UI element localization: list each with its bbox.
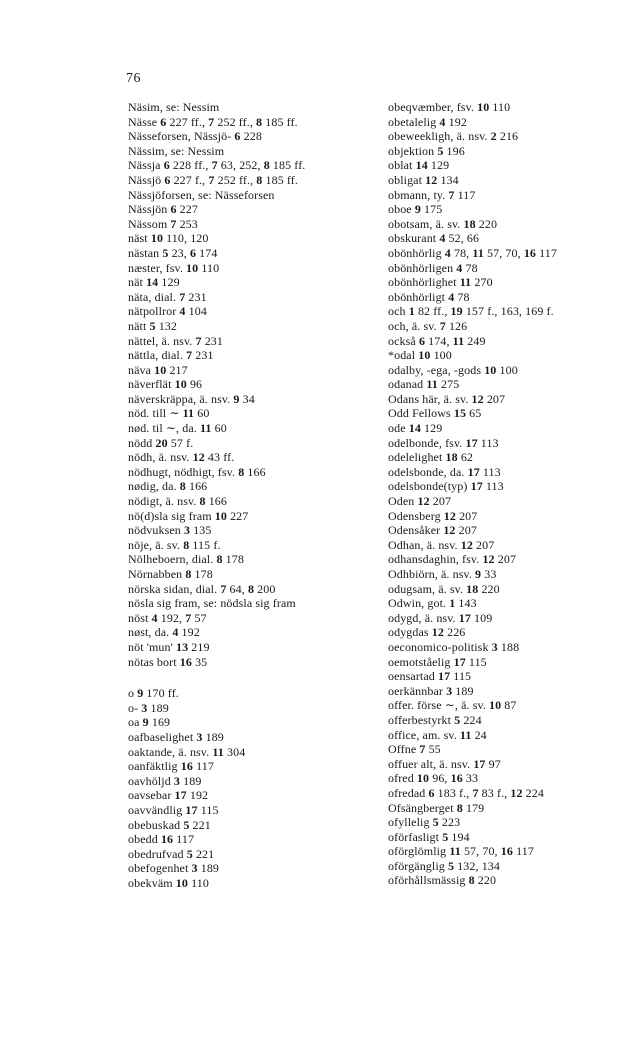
index-entry: nösla sig fram, se: nödsla sig fram	[128, 596, 296, 611]
index-entry: offerbestyrkt 5 224	[388, 712, 482, 727]
index-entry: Odhan, ä. nsv. 12 207	[388, 537, 495, 552]
index-entry: Nässja 6 228 ff., 7 63, 252, 8 185 ff.	[128, 158, 306, 173]
index-entry: Odd Fellows 15 65	[388, 406, 482, 421]
index-entry: odelsbonde, da. 17 113	[388, 464, 501, 479]
index-entry: Odensåker 12 207	[388, 523, 477, 538]
section-gap	[128, 669, 368, 686]
index-entry: obönhörlig 4 78, 11 57, 70, 16 117	[388, 245, 557, 260]
index-entry: nøst, da. 4 192	[128, 625, 200, 640]
index-entry: oensartad 17 115	[388, 669, 472, 684]
index-entry: obönhörligen 4 78	[388, 260, 478, 275]
index-entry: och, ä. sv. 7 126	[388, 318, 468, 333]
index-entry: oaktande, ä. nsv. 11 304	[128, 744, 246, 759]
index-entry: Odwin, got. 1 143	[388, 596, 477, 611]
index-entry: obekväm 10 110	[128, 875, 209, 890]
index-entry: Nörnabben 8 178	[128, 567, 213, 581]
index-entry: odhansdaghin, fsv. 12 207	[388, 552, 517, 567]
index-entry: odugsam, ä. sv. 18 220	[388, 581, 500, 596]
index-entry: nödd 20 57 f.	[128, 435, 194, 450]
index-entry: oförgänglig 5 132, 134	[388, 858, 500, 873]
index-entry: näverflät 10 96	[128, 377, 203, 392]
index-entry: nästan 5 23, 6 174	[128, 245, 218, 260]
index-entry: nötas bort 16 35	[128, 654, 208, 669]
left-index-column	[128, 100, 368, 890]
index-entry: nödvuksen 3 135	[128, 523, 212, 538]
index-entry: näta, dial. 7 231	[128, 289, 207, 304]
index-entry: nörska sidan, dial. 7 64, 8 200	[128, 581, 276, 596]
index-entry: nödh, ä. nsv. 12 43 ff.	[128, 450, 235, 465]
index-entry: ofyllelig 5 223	[388, 815, 461, 830]
index-entry: Nässeforsen, Nässjö- 6 228	[128, 129, 262, 144]
index-entry: odelsbonde(typ) 17 113	[388, 479, 504, 494]
index-entry: obotsam, ä. sv. 18 220	[388, 216, 498, 231]
index-entry: oa 9 169	[128, 715, 171, 730]
index-entry: oavsebar 17 192	[128, 788, 209, 803]
index-entry: næster, fsv. 10 110	[128, 260, 220, 275]
index-entry: Nölheboern, dial. 8 178	[128, 552, 244, 567]
index-entry: obedd 16 117	[128, 832, 195, 847]
index-entry: obetalelig 4 192	[388, 114, 467, 129]
index-entry: oförhållsmässig 8 220	[388, 873, 497, 888]
index-entry: oavhöljd 3 189	[128, 773, 202, 788]
right-index-column	[388, 100, 636, 888]
index-entry: Nässjön 6 227	[128, 202, 198, 217]
index-entry: Odensberg 12 207	[388, 508, 478, 523]
index-entry: Nässjöforsen, se: Nässeforsen	[128, 187, 275, 202]
index-entry: odygdas 12 226	[388, 625, 466, 640]
index-entry: Nässom 7 253	[128, 216, 198, 231]
index-entry: Nässjö 6 227 f., 7 252 ff., 8 185 ff.	[128, 172, 298, 187]
index-entry: Nässim, se: Nessim	[128, 143, 225, 158]
index-entry: nöje, ä. sv. 8 115 f.	[128, 537, 221, 552]
index-entry: näva 10 217	[128, 362, 188, 377]
index-entry: nödigt, ä. nsv. 8 166	[128, 494, 228, 509]
index-entry: ofredad 6 183 f., 7 83 f., 12 224	[388, 785, 544, 800]
index-entry: nöst 4 192, 7 57	[128, 610, 207, 625]
index-entry: näverskräppa, ä. nsv. 9 34	[128, 391, 255, 406]
index-entry: oboe 9 175	[388, 202, 443, 217]
index-entry: obefogenhet 3 189	[128, 861, 220, 876]
index-entry: ofred 10 96, 16 33	[388, 771, 479, 786]
index-entry: odygd, ä. nsv. 17 109	[388, 610, 493, 625]
index-entry: odanad 11 275	[388, 377, 460, 392]
index-entry: nöt 'mun' 13 219	[128, 639, 210, 654]
index-entry: Offne 7 55	[388, 742, 441, 757]
index-entry: o- 3 189	[128, 700, 169, 715]
index-entry: obeqvæmber, fsv. 10 110	[388, 100, 511, 114]
index-entry: oeconomico-politisk 3 188	[388, 639, 520, 654]
index-entry: nät 14 129	[128, 275, 180, 290]
index-entry: obskurant 4 52, 66	[388, 231, 480, 246]
index-entry: oafbaselighet 3 189	[128, 729, 224, 744]
index-entry: oavvändlig 17 115	[128, 802, 219, 817]
index-entry: o 9 170 ff.	[128, 686, 179, 701]
index-entry: Nässe 6 227 ff., 7 252 ff., 8 185 ff.	[128, 114, 298, 129]
index-entry: och 1 82 ff., 19 157 f., 163, 169 f.	[388, 304, 554, 319]
index-entry: oblat 14 129	[388, 158, 450, 173]
index-entry: obebuskad 5 221	[128, 817, 211, 832]
index-entry: ode 14 129	[388, 421, 443, 436]
index-entry: oemotståelig 17 115	[388, 654, 487, 669]
index-entry: nätpollror 4 104	[128, 304, 207, 319]
index-entry: oanfäktlig 16 117	[128, 759, 214, 774]
index-entry: *odal 10 100	[388, 348, 452, 363]
index-entry: oförfasligt 5 194	[388, 829, 470, 844]
index-entry: också 6 174, 11 249	[388, 333, 486, 348]
index-entry: nö(d)sla sig fram 10 227	[128, 508, 249, 523]
index-entry: näst 10 110, 120	[128, 231, 209, 246]
index-entry: nödhugt, nödhigt, fsv. 8 166	[128, 464, 266, 479]
index-entry: obligat 12 134	[388, 172, 459, 187]
index-entry: obönhörlighet 11 270	[388, 275, 493, 290]
index-entry: nød. til ∼, da. 11 60	[128, 421, 227, 436]
index-entry: nättel, ä. nsv. 7 231	[128, 333, 223, 348]
index-entry: obedrufvad 5 221	[128, 846, 215, 861]
index-entry: nöd. till ∼ 11 60	[128, 406, 210, 421]
index-entry: Näsim, se: Nessim	[128, 100, 220, 114]
index-entry: Ofsängberget 8 179	[388, 800, 485, 815]
index-entry: odelelighet 18 62	[388, 450, 474, 465]
index-entry: Oden 12 207	[388, 494, 452, 509]
index-entry: odelbonde, fsv. 17 113	[388, 435, 499, 450]
index-entry: objektion 5 196	[388, 143, 465, 158]
index-entry: odalby, -ega, -gods 10 100	[388, 362, 518, 377]
index-entry: obönhörligt 4 78	[388, 289, 470, 304]
page-number: 76	[126, 71, 141, 86]
index-entry: Odhbiörn, ä. nsv. 9 33	[388, 567, 497, 581]
index-entry: oförglömlig 11 57, 70, 16 117	[388, 844, 534, 859]
index-entry: offer. förse ∼, ä. sv. 10 87	[388, 698, 517, 713]
index-entry: oerkännbar 3 189	[388, 683, 474, 698]
index-entry: nødig, da. 8 166	[128, 479, 208, 494]
index-entry: nättla, dial. 7 231	[128, 348, 214, 363]
index-entry: obmann, ty. 7 117	[388, 187, 476, 202]
index-entry: office, am. sv. 11 24	[388, 727, 487, 742]
index-entry: Odans här, ä. sv. 12 207	[388, 391, 506, 406]
index-entry: nätt 5 132	[128, 318, 178, 333]
index-entry: offuer alt, ä. nsv. 17 97	[388, 756, 501, 771]
index-entry: obeweekligh, ä. nsv. 2 216	[388, 129, 519, 144]
